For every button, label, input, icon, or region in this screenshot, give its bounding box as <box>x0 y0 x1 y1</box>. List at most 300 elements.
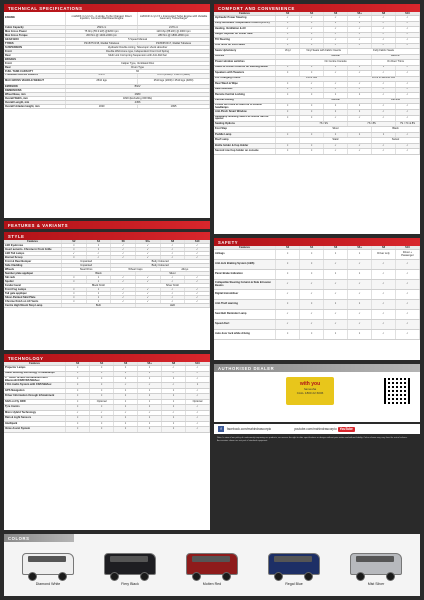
row-label: Remote Central Locking <box>214 93 276 99</box>
table-cell: × <box>90 383 114 389</box>
table-cell: × <box>114 371 138 377</box>
table-cell: Driver only <box>372 250 396 260</box>
table-row <box>214 290 420 300</box>
color-swatch-regal-blue[interactable] <box>258 547 330 591</box>
row-label: Anti-Pinch Smart Window <box>214 110 276 116</box>
table-cell: ✓ <box>160 296 185 300</box>
row-label: Fender bezel <box>4 284 62 288</box>
table-cell: On Door Trims <box>372 60 420 66</box>
car-window <box>28 556 66 562</box>
row-label: Front Fog Lamps <box>4 288 62 292</box>
row-label: Seating Options <box>214 121 276 127</box>
table-cell: × <box>276 93 300 99</box>
wheel-icon <box>58 572 67 581</box>
wheel-icon <box>140 572 149 581</box>
table-cell: ✓ <box>372 320 396 330</box>
table-cell: ✓ <box>372 143 396 149</box>
table-cell: ✓ <box>372 82 396 88</box>
table-cell: ✓ <box>395 149 419 155</box>
table-cell: × <box>162 421 186 427</box>
table-cell: × <box>300 93 324 99</box>
table-cell: ✓ <box>300 82 324 88</box>
authorised-dealer-panel <box>214 364 420 422</box>
table-cell: × <box>90 421 114 427</box>
table-cell: × <box>300 260 324 270</box>
row-label: Anti-lock Braking System (ABS) <box>214 260 276 270</box>
dealer-tagline: hamesha <box>303 387 317 391</box>
table-cell: Silver <box>300 127 372 133</box>
table-cell: × <box>90 427 114 433</box>
safety-panel <box>214 238 420 360</box>
table-cell: ✓ <box>348 71 372 77</box>
table-cell: ✓ <box>324 115 348 121</box>
table-cell: Wheel Caps <box>111 268 160 272</box>
wheel-icon <box>222 572 231 581</box>
table-cell: Front & Second row <box>348 76 420 82</box>
row-label: EMISSION <box>4 84 66 88</box>
table-cell: ✓ <box>185 416 209 422</box>
row-label: Panic Brake Indication <box>214 270 276 280</box>
table-cell: × <box>324 110 348 116</box>
table-cell: ✓ <box>160 248 185 252</box>
row-label: Height Adjuster on Driver Seat <box>214 32 276 38</box>
table-cell: ✓ <box>372 93 396 99</box>
colors-panel <box>4 534 420 596</box>
table-cell: ✓ <box>324 38 348 44</box>
row-label: LED Eyebrows <box>4 244 62 248</box>
row-label: BRAKES <box>4 57 66 61</box>
table-row <box>4 304 210 308</box>
row-label: ORVMs <box>214 54 276 60</box>
table-cell: ✓ <box>160 300 185 304</box>
table-cell: 280 Nm @ 1800-2800 rpm <box>138 33 210 37</box>
table-cell: × <box>324 21 348 27</box>
table-cell: × <box>162 405 186 411</box>
table-cell: × <box>300 21 324 27</box>
table-cell: × <box>138 399 162 405</box>
table-cell: ✓ <box>86 252 111 256</box>
table-cell: Silver finish <box>136 284 210 288</box>
table-row <box>4 12 210 25</box>
table-cell: × <box>90 405 114 411</box>
table-cell: ✓ <box>324 320 348 330</box>
table-cell: ✓ <box>162 383 186 389</box>
row-label: Rear Wash & Wipe <box>214 82 276 88</box>
table-cell: × <box>276 104 300 110</box>
table-cell: Bulb <box>62 304 136 308</box>
table-cell: × <box>348 93 372 99</box>
table-cell: ✓ <box>348 87 372 93</box>
column-header: S10 <box>185 240 210 244</box>
table-cell: ✓ <box>324 149 348 155</box>
table-cell: × <box>300 71 324 77</box>
color-swatch-molten-red[interactable] <box>176 547 248 591</box>
technology-table <box>4 362 210 433</box>
table-cell: ✓ <box>372 38 396 44</box>
table-cell: Caliper Type, Ventilated Disc <box>66 61 210 65</box>
column-header: S2 <box>66 362 90 366</box>
table-cell: × <box>114 388 138 394</box>
row-label: ENGINE <box>4 12 66 25</box>
table-cell: ✓ <box>111 280 136 284</box>
table-cell: 200 Nm @ 1400-2200 rpm <box>66 33 138 37</box>
table-cell: 1820 (Excluding ORVMs) <box>66 96 210 100</box>
table-cell: Fully Fabric Seats <box>348 49 420 55</box>
table-cell: × <box>66 371 90 377</box>
table-cell: Driver + Passenger <box>395 250 419 260</box>
table-cell: ✓ <box>348 290 372 300</box>
column-header: S6 <box>324 246 348 250</box>
table-cell: LED <box>136 304 210 308</box>
table-cell: Manual <box>300 98 372 104</box>
table-cell: ✓ <box>276 16 300 22</box>
table-cell: 120 bhp (88 kW) @ 4000 rpm <box>138 29 210 33</box>
table-cell: ✓ <box>300 16 324 22</box>
table-cell: × <box>62 288 87 292</box>
row-label: Silver-Painted Skid Plate <box>4 296 62 300</box>
table-cell: × <box>86 296 111 300</box>
facebook-link[interactable]: facebook.com/mahindrascorpio <box>226 427 272 431</box>
table-cell: Double Wish-bone type, Independent Front Coil Spring <box>66 49 210 53</box>
table-cell: × <box>114 366 138 372</box>
table-cell: ✓ <box>395 143 419 149</box>
table-cell: Steel Rims <box>62 268 111 272</box>
table-cell: ✓ <box>324 260 348 270</box>
youtube-icon: YouTube <box>339 427 353 431</box>
table-cell: ✓ <box>372 43 396 49</box>
table-row <box>214 149 420 155</box>
table-cell: × <box>62 300 87 304</box>
table-cell: × <box>66 383 90 389</box>
table-cell: ✓ <box>324 43 348 49</box>
table-cell: ✓ <box>185 366 209 372</box>
row-label: Bonnet Scoop <box>4 256 62 260</box>
table-cell: Drum Type <box>66 65 210 69</box>
table-cell: Body Coloured <box>111 260 210 264</box>
section-title: FEATURES & VARIANTS <box>4 221 210 229</box>
table-cell: ✓ <box>300 38 324 44</box>
table-cell: × <box>276 65 300 71</box>
table-row <box>214 310 420 320</box>
table-cell: ✓ <box>276 310 300 320</box>
row-label: Power window switches <box>214 60 276 66</box>
table-cell: × <box>324 330 348 340</box>
table-cell: × <box>138 366 162 372</box>
column-header: S4 <box>300 12 324 16</box>
table-cell: ✓ <box>372 16 396 22</box>
table-cell: ✓ <box>395 110 419 116</box>
table-cell: × <box>276 115 300 121</box>
row-label: Audio & Cruise Controls on steering wheel <box>214 65 276 71</box>
color-swatch-fiery-black[interactable] <box>94 547 166 591</box>
table-cell: ✓ <box>185 388 209 394</box>
table-cell: ✓ <box>395 270 419 280</box>
table-cell: × <box>276 71 300 77</box>
row-label: FUEL TANK CAPACITY <box>4 69 66 73</box>
table-cell: × <box>300 110 324 116</box>
table-cell: ✓ <box>162 410 186 416</box>
technical-table <box>4 12 210 109</box>
table-cell: ✓ <box>276 27 300 33</box>
table-cell: × <box>162 416 186 422</box>
table-cell: × <box>300 300 324 310</box>
row-label: Arm rests on front seats <box>214 43 276 49</box>
table-cell: Silver <box>136 272 210 276</box>
color-swatch-diamond-white[interactable] <box>12 547 84 591</box>
table-cell: 5.4 m <box>66 73 138 79</box>
table-cell: ✓ <box>372 149 396 155</box>
technical-specifications-panel <box>4 4 210 218</box>
row-label: GPS Navigation <box>4 388 66 394</box>
table-cell: ✓ <box>395 27 419 33</box>
table-cell: Black <box>62 272 136 276</box>
table-cell: × <box>300 104 324 110</box>
table-cell: ✓ <box>348 27 372 33</box>
table-cell: ✓ <box>395 320 419 330</box>
section-title: TECHNOLOGY <box>4 354 210 362</box>
table-cell: ✓ <box>138 410 162 416</box>
row-label: Spoiler <box>4 280 62 284</box>
table-cell: ✓ <box>136 244 161 248</box>
table-cell: × <box>348 250 372 260</box>
table-cell: ✓ <box>111 244 136 248</box>
table-cell: × <box>62 276 87 280</box>
table-cell: ✓ <box>276 280 300 290</box>
table-cell: ✓ <box>185 405 209 411</box>
table-cell: × <box>66 377 90 383</box>
row-label: Driver Information through Infotainment <box>4 394 66 400</box>
table-cell: × <box>86 288 111 292</box>
table-cell: ✓ <box>395 82 419 88</box>
table-cell: × <box>276 143 300 149</box>
table-cell: ✓ <box>348 82 372 88</box>
row-label: Insert accents- Chrome in Front Grille <box>4 248 62 252</box>
table-cell: × <box>300 250 324 260</box>
row-label: Static bending technology in headlamps <box>4 371 66 377</box>
table-cell: Optional <box>185 399 209 405</box>
table-cell: × <box>66 399 90 405</box>
table-row <box>214 250 420 260</box>
table-cell: ✓ <box>160 244 185 248</box>
row-label: Roof Lamp <box>214 138 276 144</box>
column-header: S8 <box>372 246 396 250</box>
table-cell: × <box>86 276 111 280</box>
table-cell: Static <box>300 138 372 144</box>
table-cell: × <box>324 270 348 280</box>
column-header: S6+ <box>348 246 372 250</box>
table-cell: × <box>300 330 324 340</box>
table-cell: × <box>276 250 300 260</box>
row-label: Hydraulic Power Steering <box>214 16 276 22</box>
table-cell: × <box>62 248 87 252</box>
table-cell: × <box>276 270 300 280</box>
row-label: 2 Din Audio System with CD/USB/Aux <box>4 383 66 389</box>
row-label: Heating, Ventilation & AC <box>214 27 276 33</box>
row-label: LED Tail Lamps <box>4 252 62 256</box>
table-cell: ✓ <box>185 292 210 296</box>
dealer-logo <box>286 377 334 405</box>
row-label: Chrome finish on AC Vents <box>4 300 62 304</box>
wheel-icon <box>386 572 395 581</box>
table-cell: ✓ <box>111 256 136 260</box>
table-cell: ✓ <box>162 366 186 372</box>
row-label: Front <box>4 49 66 53</box>
dealer-logo-text: with you <box>299 381 321 387</box>
comfort-panel <box>214 4 420 234</box>
row-label: Wheel Base, mm <box>4 92 66 96</box>
table-cell: × <box>300 149 324 155</box>
row-label: Rain & Light Sensors <box>4 416 66 422</box>
table-cell: ✓ <box>372 115 396 121</box>
table-cell: × <box>300 143 324 149</box>
table-cell: × <box>90 366 114 372</box>
table-cell: × <box>138 371 162 377</box>
table-cell: × <box>90 371 114 377</box>
table-cell: 7S / 9S <box>300 121 348 127</box>
column-header: S4 <box>90 362 114 366</box>
youtube-link[interactable]: youtube.com/mahindrascorpio <box>294 427 337 431</box>
table-cell: × <box>86 280 111 284</box>
table-cell: × <box>324 132 348 138</box>
table-cell: × <box>66 427 90 433</box>
table-cell: ✓ <box>185 394 209 400</box>
wheel-icon <box>274 572 283 581</box>
table-cell: ✓ <box>324 143 348 149</box>
row-label: Projector Lamps <box>4 366 66 372</box>
color-name: Fiery Black <box>121 582 139 586</box>
row-label: Shift on Fly 4WD <box>4 399 66 405</box>
table-cell: ✓ <box>136 248 161 252</box>
table-cell: × <box>300 270 324 280</box>
table-cell: ✓ <box>372 260 396 270</box>
table-cell: × <box>348 65 372 71</box>
qr-code-pattern <box>386 380 408 402</box>
section-title: STYLE <box>4 232 210 240</box>
row-label: Airbags <box>214 250 276 260</box>
table-cell: × <box>114 394 138 400</box>
row-label: Intellipark <box>4 421 66 427</box>
table-cell: × <box>138 377 162 383</box>
row-label: DIMENSIONS <box>4 88 66 92</box>
row-label: Side Cladding <box>4 264 62 268</box>
table-cell: × <box>86 300 111 304</box>
section-title: TECHNICAL SPECIFICATIONS <box>4 4 210 12</box>
row-label: Rear <box>4 53 66 57</box>
table-cell: ✓ <box>395 310 419 320</box>
table-cell: ✓ <box>348 320 372 330</box>
table-cell: ✓ <box>324 32 348 38</box>
table-cell: ✓ <box>185 377 209 383</box>
table-cell: × <box>62 256 87 260</box>
table-cell: × <box>62 280 87 284</box>
table-row <box>214 280 420 290</box>
table-cell: ✓ <box>395 300 419 310</box>
table-cell: ✓ <box>372 27 396 33</box>
table-cell: Vinyl <box>276 49 300 55</box>
table-cell: ✓ <box>372 110 396 116</box>
table-cell: × <box>276 32 300 38</box>
table-cell: × <box>276 149 300 155</box>
column-header: S8 <box>372 12 396 16</box>
color-swatch-mist-silver[interactable] <box>340 547 412 591</box>
car-window <box>110 556 148 562</box>
row-label: Overall Unladen Height, mm <box>4 104 66 108</box>
table-cell: ✓ <box>348 149 372 155</box>
table-cell: ✓ <box>395 104 419 110</box>
table-cell: 2680 <box>66 92 210 96</box>
table-row <box>214 270 420 280</box>
table-cell: ✓ <box>348 16 372 22</box>
table-cell: ✓ <box>160 256 185 260</box>
row-label: 6" Touch Screen Infotainment with Bluetooth/CD/DVD/USB/Aux <box>4 377 66 383</box>
table-cell: ✓ <box>300 290 324 300</box>
table-cell: × <box>276 260 300 270</box>
table-cell: ✓ <box>136 296 161 300</box>
car-window <box>192 556 230 562</box>
table-cell: ✓ <box>66 410 90 416</box>
table-cell: ✓ <box>395 43 419 49</box>
table-cell: Hydraulic Double Acting, Telescopic shock absorber <box>66 45 210 49</box>
table-cell: ✓ <box>395 330 419 340</box>
car-window <box>274 556 312 562</box>
row-label: TURNING CIRCLE RADIUS <box>4 73 66 79</box>
table-cell: ✓ <box>86 256 111 260</box>
table-cell: 5 Speed Manual <box>66 37 210 41</box>
table-cell: × <box>90 394 114 400</box>
table-cell: × <box>114 405 138 411</box>
table-cell: × <box>300 32 324 38</box>
table-cell: Unpainted <box>62 260 111 264</box>
table-cell: ✓ <box>185 276 210 280</box>
column-header: S6+ <box>348 12 372 16</box>
table-cell: ✓ <box>372 270 396 280</box>
row-label: Micro Hybrid Technology <box>4 410 66 416</box>
table-cell: ✓ <box>185 252 210 256</box>
table-cell: Swivel <box>372 138 420 144</box>
table-cell: Alloys <box>160 268 209 272</box>
row-label: Max Gross Torque <box>4 33 66 37</box>
table-cell: × <box>162 388 186 394</box>
facebook-icon: f <box>218 426 224 432</box>
row-label: 12V Charging Points <box>214 76 276 82</box>
table-cell: ✓ <box>185 410 209 416</box>
table-cell: ✓ <box>372 330 396 340</box>
section-title: COLORS <box>4 534 74 542</box>
table-cell: 7S / 8S <box>348 121 396 127</box>
table-cell: ✓ <box>136 280 161 284</box>
table-cell: ✓ <box>395 38 419 44</box>
table-cell: Manual <box>300 54 372 60</box>
table-cell: ✓ <box>348 43 372 49</box>
row-label: Rear Demister <box>214 87 276 93</box>
table-cell: 75 bhp (55.3 kW) @3200 rpm <box>66 29 138 33</box>
table-cell: ✓ <box>185 256 210 260</box>
table-cell: ✓ <box>348 38 372 44</box>
row-label: Seat Belt Reminder Lamp <box>214 310 276 320</box>
row-label: Foot Step <box>214 127 276 133</box>
table-cell: × <box>348 21 372 27</box>
comfort-table <box>214 12 420 155</box>
table-cell: ✓ <box>136 300 161 304</box>
table-cell: Black finish <box>62 284 136 288</box>
row-label: Number plate appliqué <box>4 272 62 276</box>
table-cell: ✓ <box>136 292 161 296</box>
table-cell: ✓ <box>185 296 210 300</box>
row-label: SUSPENSION <box>4 45 66 49</box>
section-title: AUTHORISED DEALER <box>214 364 420 372</box>
social-links <box>214 424 420 434</box>
table-cell: ✓ <box>395 260 419 270</box>
